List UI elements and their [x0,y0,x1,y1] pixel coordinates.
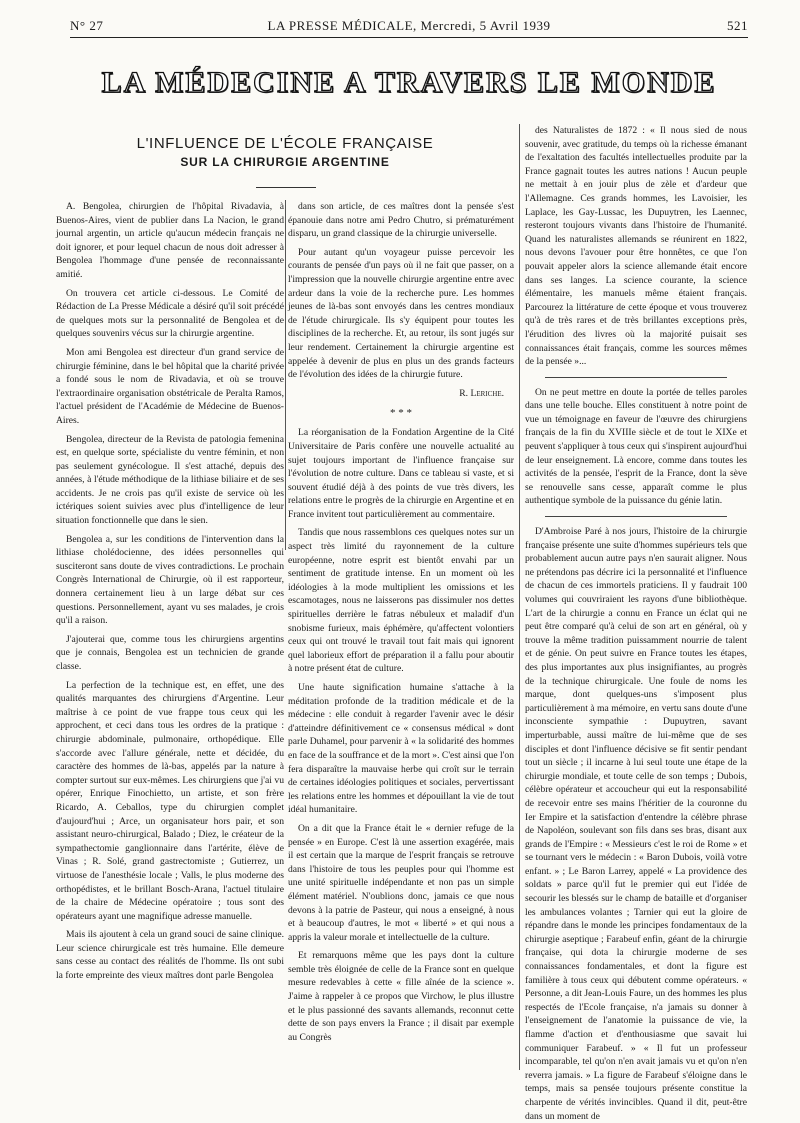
paragraph: Bengolea a, sur les conditions de l'intervention dans la lithiase cholédocienne, des idées personnelles qui susciteront sans doute de vives contradictions. Le prochain Congrès International de Chirurgie, où il est rapporteur, donnera certainement lieu à un large débat sur ces questions. Personnellement, ayant vu ses malades, je crois qu'il a raison. [56,533,284,627]
header-rule [70,37,748,38]
title-rule [256,187,316,188]
article-title-block [56,135,514,169]
running-header [70,18,748,36]
issue-number: N° 27 [70,18,104,33]
section-divider [545,377,727,378]
paragraph: On trouvera cet article ci-dessous. Le Comité de Rédaction de La Presse Médicale a désiré qu'il soit précédé de quelques mots sur la personnalité de Bengolea et de quelques souvenirs vécus sur la chirurgie argentine. [56,287,284,340]
column-1 [56,200,284,1070]
paragraph: Une haute signification humaine s'attache à la méditation profonde de la tradition médicale et de la médecine : elle conduit à regarder l'avenir avec le désir d'atteindre définitivement ce « consensus médical » dont parle Duhamel, pour parvenir à « la solidarité des hommes en face de la souffrance et de la mort ». C'est ainsi que l'on fera disparaître la mauvaise herbe qui croît sur le terrain de certaines idéologies politiques et sociales, pervertissant les relations entre les hommes et dépouillant la vie de tout idéal humanitaire. [288,682,514,816]
section-divider [545,516,727,517]
section-banner: LA MÉDECINE A TRAVERS LE MONDE [101,66,717,99]
page-number: 521 [727,18,748,33]
paragraph: Tandis que nous rassemblons ces quelques notes sur un aspect très limité du rayonnement de la culture européenne, notre esprit est bientôt envahi par un sentiment de gratitude intense. En un moment où les idéologies à la mode multiplient les omissions et les escamotages, nous ne laisserons pas dissimuler nos dettes spirituelles derrière le fatras nébuleux et maladif d'un snobisme furieux, mais éphémère, qu'affectent volontiers ceux qui ont trouvé le travail tout fait mais qui ignorent quel laborieux effort de préparation il a fallu pour aboutir à notre présent état de culture. [288,527,514,675]
paragraph: On ne peut mettre en doute la portée de telles paroles dans une telle bouche. Elles constituent à notre point de vue un témoignage en faveur de l'œuvre des chirurgiens français de la fin du XVIIIe siècle et de tout le XIXe et peuvent s'appliquer à tous ceux qui s'inspirent aujourd'hui de leur enseignement. Là encore, comme dans toutes les activités de la pensée, l'esprit de la France, dont la sève se renouvelle sans cesse, apparaît comme le plus authentique symbole de la puissance du génie latin. [525,386,747,507]
paragraph: La réorganisation de la Fondation Argentine de la Cité Universitaire de Paris confère une nouvelle actualité au sujet toujours important de l'influence française sur l'évolution de notre culture. Dans ce tableau si vaste, et si souvent étudié déjà à des points de vue très divers, les relations entre le progrès de la chirurgie en Argentine et en France invitent tout particulièrement au commentaire. [288,427,514,520]
paragraph: A. Bengolea, chirurgien de l'hôpital Rivadavia, à Buenos-Aires, vient de publier dans La Nacion, le grand journal argentin, un article qu'aucun médecin français ne doit ignorer, et pour lequel chacun de nous doit adresser à Bengolea l'hommage d'une pensée de reconnaissante amitié. [56,201,284,280]
column-2 [288,200,514,1070]
column-3 [525,124,747,1122]
paragraph: On a dit que la France était le « dernier refuge de la pensée » en Europe. C'est là une assertion exagérée, mais il est certain que la marque de l'esprit français se retrouve dans l'histoire de tous les peuples pour qui l'homme est une unité spirituelle indépendante et non pas un simple élément matériel. N'oublions donc, jamais ce que nous devons à la patrie de Pasteur, qui nous a enseigné, à nous et à beaucoup d'autres, le mot « liberté » et qui nous a appris la valeur morale et intellectuelle de la culture. [288,822,514,943]
paragraph: Bengolea, directeur de la Revista de patologia femenina est, en quelque sorte, spécialiste du ventre féminin, et non pas seulement gynécologue. Il s'est attaché, depuis des années, à l'étude méthodique de la lithiase biliaire et de ses accidents. Je ne crois pas qu'il existe de service où les ictériques soient suivies avec plus d'intelligence de leur situation fonctionnelle que dans le sien. [56,433,284,527]
journal-title: LA PRESSE MÉDICALE, Mercredi, 5 Avril 1939 [267,18,551,33]
section-separator-stars: * * * [390,407,412,420]
article-title: L'INFLUENCE DE L'ÉCOLE FRANÇAISE [136,135,434,152]
column-rule-2 [519,124,520,1070]
paragraph: des Naturalistes de 1872 : « Il nous sied de nous souvenir, avec gratitude, du temps où la richesse émanant de l'exaltation des facultés intellectuelles produite par la France gagnait toutes les autres nations ! Aucun peuple ne mettait à en jouir plus de zèle et d'ardeur que l'Allemagne. Ces grands hommes, les Lavoisier, les Laplace, les Gay-Lussac, les Dupuytren, les Laennec, resteront toujours vivants dans l'histoire de l'humanité. Quand les naturalistes allemands se réunirent en 1822, nous devons l'avouer pour être honnêtes, ce que l'on pouvait appeler alors la science allemande était encore dans ses langes. La science courante, la science élémentaire, les manuels même étaient français. Parcourez la littérature de cette époque et vous trouverez qu'à de très rares et de très brillantes exceptions près, l'érudition des livres où la majorité puisait ses connaissances était français, comme les sources mêmes de la pensée »... [525,125,747,368]
paragraph: Mon ami Bengolea est directeur d'un grand service de chirurgie féminine, dans le bel hôpital que la charité privée a fondé sous le nom de Rivadavia, et où se trouve l'extraordinaire organisation obstétricale de Peralta Ramos, l'actuel président de l'Académie de Médecine de Buenos-Aires. [56,346,284,426]
paragraph: Pour autant qu'un voyageur puisse percevoir les courants de pensée d'un pays où il ne fait que passer, on a l'impression que la nouvelle chirurgie argentine entre avec ardeur dans la voie de la recherche pure. Les hommes jeunes de là-bas sont envoyés dans les centres mondiaux de l'étude chirurgicale. Ils s'y équipent pour toutes les disciplines de la recherche. Et, au retour, ils sont jugés sur leur rendement. Certainement la chirurgie argentine est appelée à devenir de plus en plus un des grands facteurs de l'évolution des idées de la chirurgie future. [288,246,514,381]
paragraph: La perfection de la technique est, en effet, une des qualités marquantes des chirurgiens d'Argentine. Leur maîtrise à ce point de vue frappe tous ceux qui les approchent, et ceci dans tous les ordres de la pratique : chirurgie abdominale, pulmonaire, orthopédique. Elle s'accorde avec l'allure générale, nette et décidée, du caractère des hommes de là-bas, appelés par la nature à compter surtout sur eux-mêmes. Les chirurgiens que j'ai vu opérer, Enrique Finochietto, un artiste, et son frère Ricardo, A. Ceballos, type du chirurgien complet d'aujourd'hui ; Arce, un organisateur hors pair, et son assistant neuro-chirurgical, Balado ; Diez, le créateur de la sympathectomie ganglionnaire dans l'artérite, élève de Vinas ; R. Solé, grand gastrectomiste ; Gutierrez, un virtuose de l'anesthésie locale ; Valls, le plus moderne des orthopédistes, et le brillant Bosch-Arana, l'actuel titulaire de la chaire de Médecine opératoire ; tous sont des opérateurs ayant une magnifique adresse manuelle. [56,679,284,922]
paragraph: dans son article, de ces maîtres dont la pensée s'est épanouie dans notre ami Pedro Chutro, si prématurément disparu, un grand classique de la chirurgie universelle. [288,201,514,240]
author-signature: R. Leriche. [459,387,504,399]
column-rule-1 [285,200,286,550]
article-subtitle: SUR LA CHIRURGIE ARGENTINE [180,155,390,169]
paragraph: D'Ambroise Paré à nos jours, l'histoire de la chirurgie française présente une suite d'hommes supérieurs tels que probablement aucun autre pays n'en saurait aligner. Nous ne prétendons pas décrire ici la personnalité et l'influence de chacun de ces immortels praticiens. Il y faudrait 100 volumes qui couvriraient les rayons d'une bibliothèque. L'art de la chirurgie a connu en France un éclat qui ne peut être comparé qu'à celui de son art en général, où y trouve la même tradition puissamment nourrie de talent et de génie. On peut suivre en France toutes les étapes, des plus importantes aux plus insignifiantes, au progrès de la technique chirurgicale. Une foule de noms les marque, dont quelques-uns s'imposent plus particulièrement à ma mémoire, en vertu sans doute d'une inconsciente sympathie : Dupuytren, savant imperturbable, aussi maître de lui-même que de ses disciples et dont l'influence décisive se fit sentir pendant tout un siècle ; il incarne à lui seul toute une étape de la chirurgie mondiale, et toute celle de son temps ; Dubois, célèbre opérateur et accoucheur qui eut la responsabilité de recevoir entre ses mains l'héritier de la couronne du Ier Empire et la satisfaction d'entendre la célèbre phrase de Napoléon, soulevant son fils dans ses bras, disant aux grands de l'Empire : « Messieurs c'est le roi de Rome » et se tournant vers le médecin : « Baron Dubois, voilà votre enfant. » ; Le Baron Larrey, appelé « La providence des soldats » parce qu'il fut le premier qui eut l'idée de secourir les blessés sur le champ de bataille et d'organiser les ambulances volantes ; Tarnier qui eut la gloire de répandre dans le monde les principes fondamentaux de la chirurgie aseptique ; Farabeuf enfin, géant de la chirurgie française, qui dota la chirurgie moderne de ses connaissances fondamentales, et dont la figure est familière à tous ceux qui débutent comme opérateurs. « Personne, a dit Jean-Louis Faure, un des hommes les plus respectés de l'Ecole française, n'a jamais su donner à l'enseignement de l'anatomie la puissance de vie, la flamme d'action et d'enthousiasme que savait lui communiquer Farabeuf. » « Il fut un professeur incomparable, tel qu'on n'en avait jamais vu et qu'on n'en reverra jamais. » La figure de Farabeuf s'éloigne dans le temps, mais sa pensée toujours présente constitue la charpente de vérités invincibles. Quand il dit, peut-être dans un moment de [525,526,747,1122]
paragraph: J'ajouterai que, comme tous les chirurgiens argentins que je connais, Bengolea est un technicien de grande classe. [56,633,284,672]
paragraph: Et remarquons même que les pays dont la culture semble très éloignée de celle de la France sont en quelque mesure redevables à cette « fille aînée de la science ». J'aime à rappeler à ce propos que Virchow, le plus illustre et le plus passionné des savants allemands, reconnut cette dette de son pays envers la France ; il disait par exemple au Congrès [288,950,514,1043]
paragraph: Mais ils ajoutent à cela un grand souci de saine clinique. Leur science chirurgicale est très humaine. Elle demeure sans cesse au contact des réalités de l'homme. Ils ont subi la forte empreinte des vieux maîtres dont parle Bengolea [56,929,284,982]
